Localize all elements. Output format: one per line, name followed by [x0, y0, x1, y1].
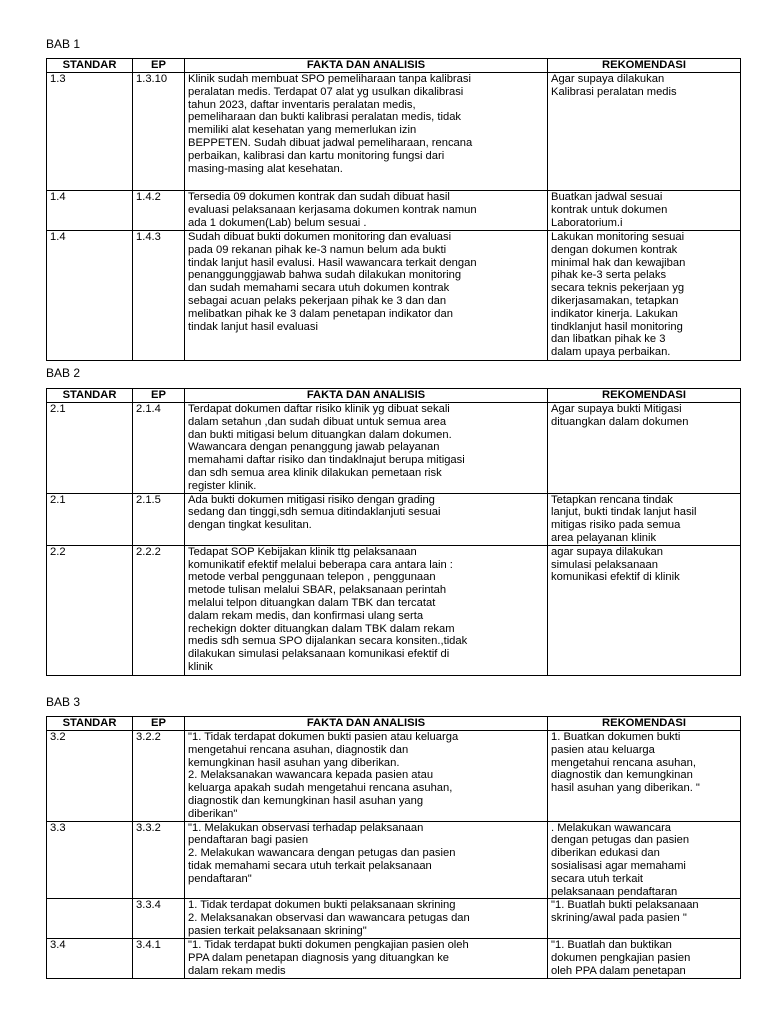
- bab1-table: [46, 58, 741, 361]
- cell-standar: 2.2: [47, 545, 133, 675]
- cell-ep: 1.4.3: [133, 231, 185, 361]
- cell-ep: 3.3.2: [133, 821, 185, 899]
- cell-ep: 2.2.2: [133, 545, 185, 675]
- header-ep: EP: [133, 389, 185, 403]
- header-fakta: FAKTA DAN ANALISIS: [185, 59, 548, 73]
- table-row: [47, 731, 741, 822]
- cell-rekomendasi: Agar supaya dilakukan Kalibrasi peralatan medis: [548, 73, 741, 191]
- cell-fakta: Tersedia 09 dokumen kontrak dan sudah dibuat hasil evaluasi pelaksanaan kerjasama dokumen kontrak namun ada 1 dokumen(Lab) belum sesuai .: [185, 191, 548, 231]
- cell-fakta: "1. Tidak terdapat dokumen bukti pasien atau keluarga mengetahui rencana asuhan, diagnostik dan kemungkinan hasil asuhan yang diberikan. 2. Melaksanakan wawancara kepada pasien atau keluarga apakah sudah mengetahui rencana asuhan, diagnostik dan kemungkinan hasil asuhan yang diberikan": [185, 731, 548, 822]
- cell-rekomendasi: 1. Buatkan dokumen bukti pasien atau keluarga mengetahui rencana asuhan, diagnostik dan kemungkinan hasil asuhan yang diberikan. ": [548, 731, 741, 822]
- header-ep: EP: [133, 717, 185, 731]
- cell-fakta: Klinik sudah membuat SPO pemeliharaan tanpa kalibrasi peralatan medis. Terdapat 07 alat yg usulkan dikalibrasi tahun 2023, daftar inventaris peralatan medis, pemeliharaan dan bukti kalibrasi peralatan medis, tidak memiliki alat kesehatan yang memerlukan izin BEPPETEN. Sudah dibuat jadwal pemeliharaan, rencana perbaikan, kalibrasi dan kartu monitoring fungsi dari masing-masing alat kesehatan.: [185, 73, 548, 191]
- cell-standar: 2.1: [47, 403, 133, 494]
- table-row: [47, 73, 741, 191]
- cell-ep: 2.1.5: [133, 493, 185, 545]
- table-header-row: [47, 389, 741, 403]
- cell-standar: 2.1: [47, 493, 133, 545]
- table-row: [47, 821, 741, 899]
- bab3-table: [46, 716, 741, 979]
- cell-fakta: 1. Tidak terdapat dokumen bukti pelaksanaan skrining 2. Melaksanakan observasi dan wawancara petugas dan pasien terkait pelaksanaan skrining": [185, 899, 548, 939]
- cell-rekomendasi: Tetapkan rencana tindak lanjut, bukti tindak lanjut hasil mitigas risiko pada semua area pelayanan klinik: [548, 493, 741, 545]
- cell-ep: 3.3.4: [133, 899, 185, 939]
- cell-ep: 1.3.10: [133, 73, 185, 191]
- header-fakta: FAKTA DAN ANALISIS: [185, 389, 548, 403]
- cell-fakta: Tedapat SOP Kebijakan klinik ttg pelaksanaan komunikatif efektif melalui beberapa cara antara lain : metode verbal penggunaan telepon , penggunaan metode tulisan melalui SBAR, pelaksanaan perintah melalui telpon dituangkan dalam TBK dan tercatat dalam rekam medis, dan konfirmasi ulang serta rechekign dokter dituangkan dalam TBK dalam rekam medis sdh semua SPO dijalankan secara konsiten.,tidak dilakukan simulasi pelaksanaan komunikasi efektif di klinik: [185, 545, 548, 675]
- cell-fakta: Sudah dibuat bukti dokumen monitoring dan evaluasi pada 09 rekanan pihak ke-3 namun belum ada bukti tindak lanjut hasil evalusi. Hasil wawancara terkait dengan penanggunggjawab bahwa sudah dilakukan monitoring dan sudah memahami secara utuh dokumen kontrak sebagai acuan pelaks pekerjaan pihak ke 3 dan dan melibatkan pihak ke 3 dalam penetapan indikator dan tindak lanjut hasil evaluasi: [185, 231, 548, 361]
- header-rekomendasi: REKOMENDASI: [548, 717, 741, 731]
- header-fakta: FAKTA DAN ANALISIS: [185, 717, 548, 731]
- cell-standar: 3.4: [47, 939, 133, 979]
- table-row: [47, 403, 741, 494]
- cell-fakta: Ada bukti dokumen mitigasi risiko dengan grading sedang dan tinggi,sdh semua ditindaklanjuti sesuai dengan tingkat kesulitan.: [185, 493, 548, 545]
- cell-rekomendasi: . Melakukan wawancara dengan petugas dan pasien diberikan edukasi dan sosialisasi agar memahami secara utuh terkait pelaksanaan pendaftaran: [548, 821, 741, 899]
- cell-rekomendasi: "1. Buatlah dan buktikan dokumen pengkajian pasien oleh PPA dalam penetapan: [548, 939, 741, 979]
- table-row: [47, 939, 741, 979]
- header-rekomendasi: REKOMENDASI: [548, 389, 741, 403]
- table-header-row: [47, 59, 741, 73]
- table-header-row: [47, 717, 741, 731]
- bab2-title: BAB 2: [46, 366, 81, 380]
- cell-standar: 3.3: [47, 821, 133, 899]
- cell-standar: 1.4: [47, 231, 133, 361]
- bab2-table: [46, 388, 741, 676]
- header-standar: STANDAR: [47, 389, 133, 403]
- table-row: [47, 191, 741, 231]
- header-rekomendasi: REKOMENDASI: [548, 59, 741, 73]
- cell-ep: 2.1.4: [133, 403, 185, 494]
- cell-standar: 1.4: [47, 191, 133, 231]
- cell-rekomendasi: agar supaya dilakukan simulasi pelaksanaan komunikasi efektif di klinik: [548, 545, 741, 675]
- cell-fakta: "1. Melakukan observasi terhadap pelaksanaan pendaftaran bagi pasien 2. Melakukan wawancara dengan petugas dan pasien tidak memahami secara utuh terkait pelaksanaan pendaftaran": [185, 821, 548, 899]
- cell-ep: 1.4.2: [133, 191, 185, 231]
- cell-standar: 1.3: [47, 73, 133, 191]
- cell-fakta: "1. Tidak terdapat bukti dokumen pengkajian pasien oleh PPA dalam penetapan diagnosis yang dituangkan ke dalam rekam medis: [185, 939, 548, 979]
- cell-rekomendasi: Lakukan monitoring sesuai dengan dokumen kontrak minimal hak dan kewajiban pihak ke-3 serta pelaks secara teknis pekerjaan yg dikerjasamakan, tetapkan indikator kinerja. Lakukan tindklanjut hasil monitoring dan libatkan pihak ke 3 dalam upaya perbaikan.: [548, 231, 741, 361]
- table-row: [47, 545, 741, 675]
- table-row: [47, 899, 741, 939]
- header-ep: EP: [133, 59, 185, 73]
- cell-ep: 3.2.2: [133, 731, 185, 822]
- cell-rekomendasi: Agar supaya bukti Mitigasi dituangkan dalam dokumen: [548, 403, 741, 494]
- cell-standar: 3.2: [47, 731, 133, 822]
- cell-standar: [47, 899, 133, 939]
- cell-rekomendasi: "1. Buatlah bukti pelaksanaan skrining/awal pada pasien ": [548, 899, 741, 939]
- table-row: [47, 493, 741, 545]
- cell-fakta: Terdapat dokumen daftar risiko klinik yg dibuat sekali dalam setahun ,dan sudah dibuat untuk semua area dan bukti mitigasi belum dituangkan dalam dokumen. Wawancara dengan penanggung jawab pelayanan memahami daftar risiko dan tindaklnajut berupa mitigasi dan sdh semua area klinik dilakukan pemetaan risk register klinik.: [185, 403, 548, 494]
- cell-rekomendasi: Buatkan jadwal sesuai kontrak untuk dokumen Laboratorium.i: [548, 191, 741, 231]
- header-standar: STANDAR: [47, 59, 133, 73]
- cell-ep: 3.4.1: [133, 939, 185, 979]
- header-standar: STANDAR: [47, 717, 133, 731]
- table-row: [47, 231, 741, 361]
- bab1-title: BAB 1: [46, 37, 81, 51]
- bab3-title: BAB 3: [46, 695, 81, 709]
